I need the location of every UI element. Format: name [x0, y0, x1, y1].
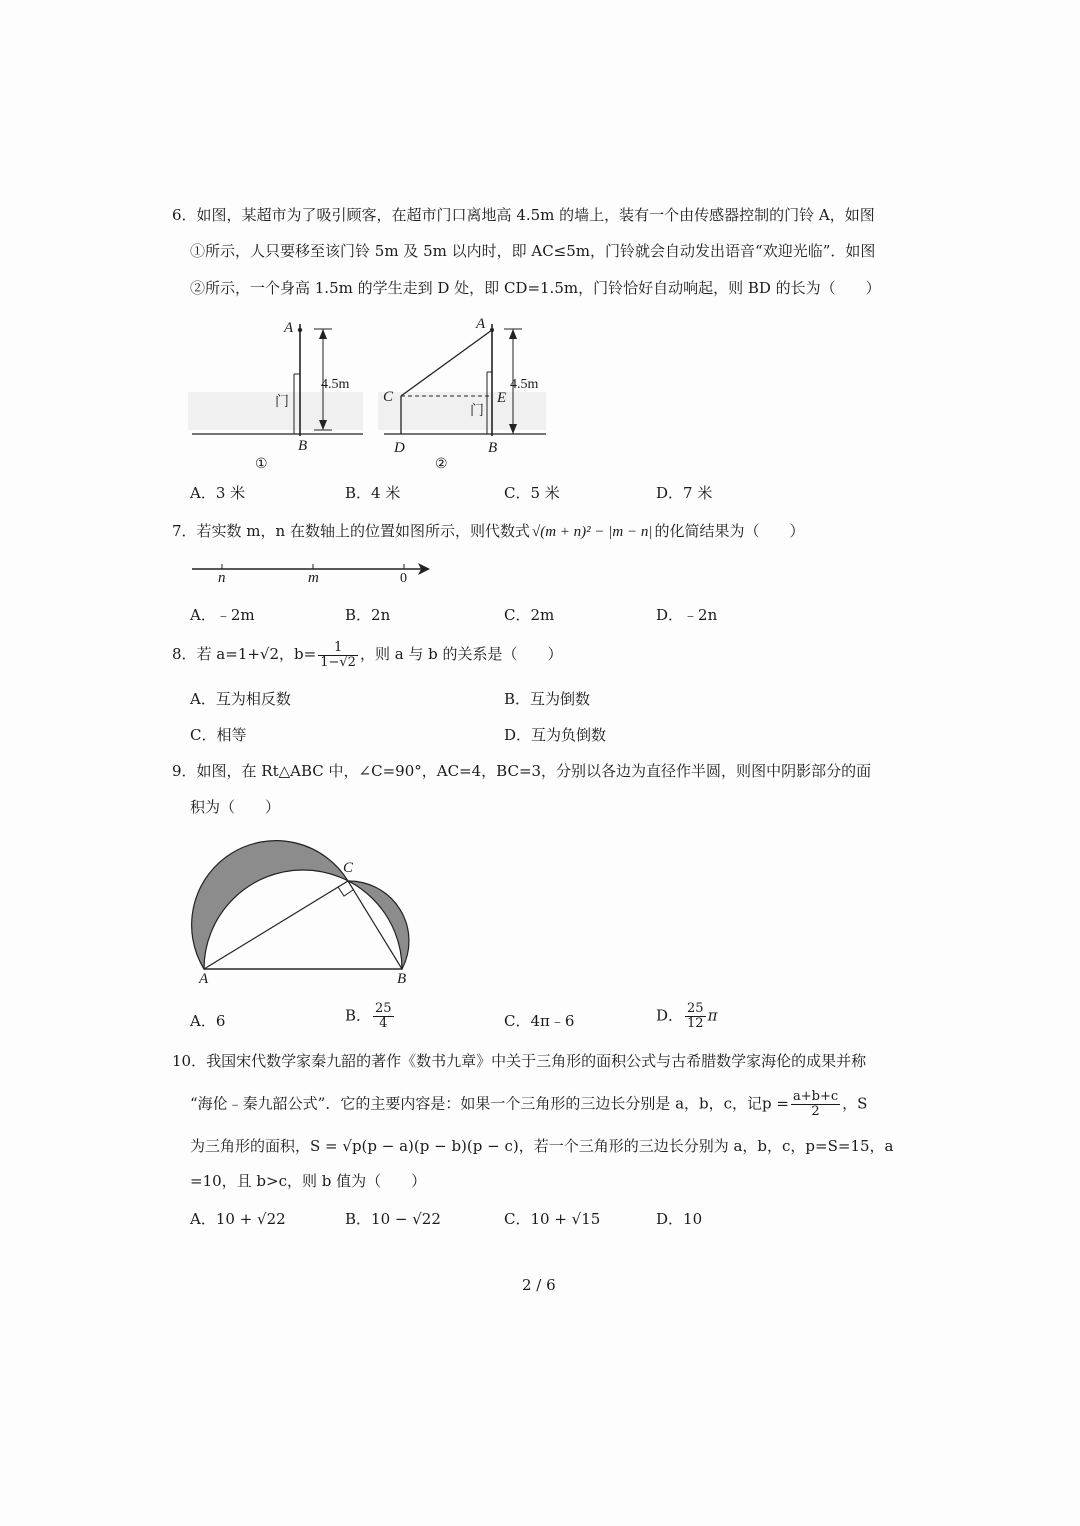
q9-option-b[interactable] — [345, 1002, 396, 1030]
q9-label-A: A — [199, 971, 209, 987]
fig2-label-C: C — [383, 389, 394, 405]
q8-option-b[interactable]: B．互为倒数 — [504, 690, 591, 708]
fig1-label-door: 门 — [275, 395, 289, 410]
fig2-label-num: ② — [435, 457, 448, 472]
q10-p-fraction — [791, 1090, 840, 1118]
q8-text-before: 8．若 a=1+√2，b= — [172, 645, 317, 664]
q8-option-a[interactable]: A．互为相反数 — [190, 690, 291, 708]
q9-option-b-den: 4 — [379, 1015, 388, 1031]
q9-line2: 积为（ ） — [190, 798, 281, 816]
fig2-label-A: A — [476, 316, 486, 332]
q10-option-a[interactable]: A．10 + √22 — [190, 1210, 286, 1228]
q7-option-c[interactable]: C．2m — [504, 606, 555, 624]
q8-frac-num: 1 — [318, 641, 358, 656]
q10-line3: 为三角形的面积，S = √p(p − a)(p − b)(p − c)，若一个三角形的三边长分别为 a，b，c，p=S=15，a — [190, 1137, 894, 1155]
axis-label-0: 0 — [400, 571, 407, 586]
q10-line4: =10，且 b>c，则 b 值为（ ） — [190, 1172, 427, 1190]
q10-line2 — [190, 1090, 867, 1118]
q8-fraction — [318, 641, 358, 669]
q6-option-a[interactable]: A．3 米 — [190, 484, 246, 502]
q6-figure-2 — [378, 312, 558, 472]
q9-option-b-prefix: B． — [345, 1006, 372, 1025]
q6-option-c[interactable]: C．5 米 — [504, 484, 560, 502]
fig2-label-height: 4.5m — [510, 377, 539, 392]
q7-text-before: 7．若实数 m，n 在数轴上的位置如图所示，则代数式 — [172, 522, 530, 540]
q8-text-after: ，则 a 与 b 的关系是（ ） — [359, 645, 563, 664]
q9-option-b-fraction — [373, 1002, 394, 1030]
q10-line2-before: “海伦﹣秦九韶公式”．它的主要内容是：如果一个三角形的三边长分别是 a，b，c，记p = — [190, 1094, 789, 1113]
q10-option-c[interactable]: C．10 + √15 — [504, 1210, 601, 1228]
fig1-label-num: ① — [255, 457, 268, 472]
q10-line2-after: ，S — [842, 1094, 868, 1113]
q8-option-d[interactable]: D．互为负倒数 — [504, 726, 607, 744]
q6-option-b[interactable]: B．4 米 — [345, 484, 401, 502]
fig1-label-A: A — [284, 320, 294, 336]
fig2-label-B: B — [488, 440, 498, 456]
q9-option-d[interactable] — [656, 1002, 717, 1030]
q6-line2: ①所示，人只要移至该门铃 5m 及 5m 以内时，即 AC≤5m，门铃就会自动发出语音“欢迎光临”．如图 — [190, 242, 876, 260]
q8-option-c[interactable]: C．相等 — [190, 726, 247, 744]
q9-figure — [185, 825, 445, 995]
q7-stem — [172, 524, 804, 540]
q7-text-after: 的化简结果为（ ） — [654, 522, 805, 540]
q9-option-d-suffix: π — [707, 1006, 718, 1025]
axis-label-n: n — [218, 570, 226, 586]
page-number: 2 / 6 — [522, 1276, 556, 1294]
fig2-label-door: 门 — [470, 404, 484, 419]
q7-number-line — [188, 558, 438, 588]
q9-label-C: C — [343, 860, 354, 876]
q10-option-d[interactable]: D．10 — [656, 1210, 703, 1228]
fig2-label-D: D — [394, 440, 405, 456]
q9-option-d-prefix: D． — [656, 1006, 684, 1025]
q9-option-a[interactable]: A．6 — [190, 1012, 226, 1030]
q9-option-d-fraction — [685, 1002, 706, 1030]
q7-expression: √(m + n)² − |m − n| — [531, 524, 653, 540]
q8-frac-den: 1−√2 — [320, 654, 356, 670]
q9-option-b-num: 25 — [375, 1001, 392, 1016]
q10-line1: 10．我国宋代数学家秦九韶的著作《数书九章》中关于三角形的面积公式与古希腊数学家海伦的成果并称 — [172, 1052, 867, 1070]
q9-option-d-num: 25 — [687, 1001, 704, 1016]
q7-option-a[interactable]: A．﹣2m — [190, 606, 255, 624]
q10-p-num: a+b+c — [793, 1089, 839, 1104]
fig2-label-E: E — [497, 390, 507, 406]
q9-label-B: B — [397, 971, 407, 987]
q9-option-d-den: 12 — [687, 1015, 704, 1031]
q6-line1: 6．如图，某超市为了吸引顾客，在超市门口离地高 4.5m 的墙上，装有一个由传感器控制的门铃 A，如图 — [172, 206, 875, 224]
q7-option-d[interactable]: D．﹣2n — [656, 606, 718, 624]
fig1-label-B: B — [298, 438, 308, 454]
q6-figure-1 — [188, 312, 368, 472]
q6-line3: ②所示，一个身高 1.5m 的学生走到 D 处，即 CD=1.5m，门铃恰好自动响起，则 BD 的长为（ ） — [190, 279, 881, 297]
q6-option-d[interactable]: D．7 米 — [656, 484, 713, 502]
axis-label-m: m — [308, 570, 319, 586]
q9-option-c[interactable]: C．4π﹣6 — [504, 1012, 575, 1030]
q9-line1: 9．如图，在 Rt△ABC 中，∠C=90°，AC=4，BC=3，分别以各边为直径作半圆，则图中阴影部分的面 — [172, 762, 872, 780]
fig1-label-height: 4.5m — [321, 377, 350, 392]
q7-option-b[interactable]: B．2n — [345, 606, 391, 624]
q8-stem — [172, 641, 563, 669]
q10-option-b[interactable]: B．10 − √22 — [345, 1210, 441, 1228]
q10-p-den: 2 — [811, 1103, 820, 1119]
